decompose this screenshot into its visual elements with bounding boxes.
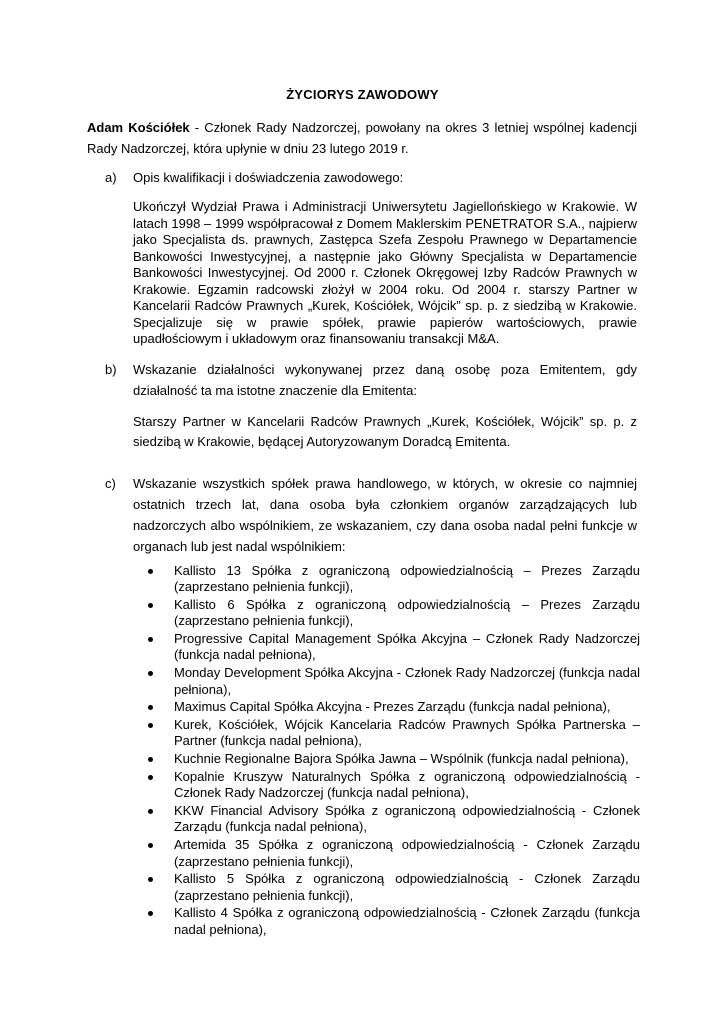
company-entry: Artemida 35 Spółka z ograniczoną odpowiedzialnością - Członek Zarządu (zaprzestano pełnienia funkcji), <box>174 837 640 869</box>
section-a-label: a) <box>105 170 117 185</box>
section-b-label: b) <box>105 362 117 377</box>
list-item <box>148 717 640 750</box>
company-entry: Kallisto 6 Spółka z ograniczoną odpowiedzialnością – Prezes Zarządu (zaprzestano pełnienia funkcji), <box>174 597 640 629</box>
list-item <box>148 665 640 698</box>
list-item <box>148 769 640 802</box>
list-item <box>148 751 640 767</box>
bullet-icon <box>148 723 153 728</box>
companies-list <box>148 563 640 940</box>
section-a-body <box>133 199 637 348</box>
company-entry: Progressive Capital Management Spółka Akcyjna – Członek Rady Nadzorczej (funkcja nadal pełniona), <box>174 631 640 663</box>
bullet-icon <box>148 569 153 574</box>
list-item <box>148 699 640 715</box>
bullet-icon <box>148 809 153 814</box>
company-entry: Monday Development Spółka Akcyjna - Członek Rady Nadzorczej (funkcja nadal pełniona), <box>174 665 640 697</box>
company-entry: KKW Financial Advisory Spółka z ograniczoną odpowiedzialnością - Członek Zarządu (funkcja nadal pełniona), <box>174 803 640 835</box>
section-a-heading: Opis kwalifikacji i doświadczenia zawodowego: <box>133 170 404 185</box>
bullet-icon <box>148 877 153 882</box>
document-title: ŻYCIORYS ZAWODOWY <box>286 87 439 102</box>
company-entry: Maximus Capital Spółka Akcyjna - Prezes Zarządu (funkcja nadal pełniona), <box>174 699 611 715</box>
bullet-icon <box>148 705 153 710</box>
section-a-text: Ukończył Wydział Prawa i Administracji Uniwersytetu Jagiellońskiego w Krakowie. W latach 1998 – 1999 współpracował z Domem Maklerskim PENETRATOR S.A., najpierw jako Specjalista ds. prawnych, Zastępca Szefa Zespołu Prawnego w Departamencie Bankowości Inwestycyjnej, a następnie jako Główny Specjalista w Departamencie Bankowości Inwestycyjnej. Od 2000 r. Członek Okręgowej Izby Radców Prawnych w Krakowie. Egzamin radcowski złożył w 2004 roku. Od 2004 r. starszy Partner w Kancelarii Radców Prawnych „Kurek, Kościółek, Wójcik” sp. p. z siedzibą w Krakowie. Specjalizuje się w prawie spółek, prawie papierów wartościowych, prawie upadłościowym i układowym oraz finansowaniu transakcji M&A. <box>133 199 637 346</box>
bullet-icon <box>148 671 153 676</box>
bullet-icon <box>148 843 153 848</box>
section-b-body <box>133 412 637 452</box>
bullet-icon <box>148 911 153 916</box>
list-item <box>148 905 640 938</box>
list-item <box>148 631 640 664</box>
company-entry: Kurek, Kościółek, Wójcik Kancelaria Radców Prawnych Spółka Partnerska – Partner (funkcja nadal pełniona), <box>174 717 640 749</box>
bullet-icon <box>148 757 153 762</box>
company-entry: Kopalnie Kruszyw Naturalnych Spółka z ograniczoną odpowiedzialnością - Członek Rady Nadzorczej (funkcja nadal pełniona), <box>174 769 640 801</box>
section-c-label: c) <box>105 476 116 491</box>
bullet-icon <box>148 775 153 780</box>
company-entry: Kallisto 13 Spółka z ograniczoną odpowiedzialnością – Prezes Zarządu (zaprzestano pełnienia funkcji), <box>174 563 640 595</box>
list-item <box>148 563 640 596</box>
company-entry: Kallisto 4 Spółka z ograniczoną odpowiedzialnością - Członek Zarządu (funkcja nadal pełniona), <box>174 905 640 937</box>
list-item <box>148 871 640 904</box>
section-b-heading: Wskazanie działalności wykonywanej przez daną osobę poza Emitentem, gdy działalność ta ma istotne znaczenie dla Emitenta: <box>133 362 637 398</box>
person-name: Adam Kościółek <box>87 120 190 135</box>
bullet-icon <box>148 637 153 642</box>
intro-paragraph <box>87 117 637 159</box>
section-c-heading: Wskazanie wszystkich spółek prawa handlowego, w których, w okresie co najmniej ostatnich trzech lat, dana osoba była członkiem organów zarządzających lub nadzorczych albo wspólnikiem, ze wskazaniem, czy dana osoba nadal pełni funkcje w organach lub jest nadal wspólnikiem: <box>133 476 637 554</box>
company-entry: Kuchnie Regionalne Bajora Spółka Jawna – Wspólnik (funkcja nadal pełniona), <box>174 751 629 767</box>
bullet-icon <box>148 603 153 608</box>
company-entry: Kallisto 5 Spółka z ograniczoną odpowiedzialnością - Członek Zarządu (zaprzestano pełnienia funkcji), <box>174 871 640 903</box>
list-item <box>148 597 640 630</box>
section-b-text: Starszy Partner w Kancelarii Radców Prawnych „Kurek, Kościółek, Wójcik” sp. p. z siedzibą w Krakowie, będącej Autoryzowanym Doradcą Emitenta. <box>133 414 637 449</box>
list-item <box>148 803 640 836</box>
intro-text: - Członek Rady Nadzorczej, powołany na okres 3 letniej wspólnej kadencji Rady Nadzorczej, która upłynie w dniu 23 lutego 2019 r. <box>87 120 637 156</box>
list-item <box>148 837 640 870</box>
